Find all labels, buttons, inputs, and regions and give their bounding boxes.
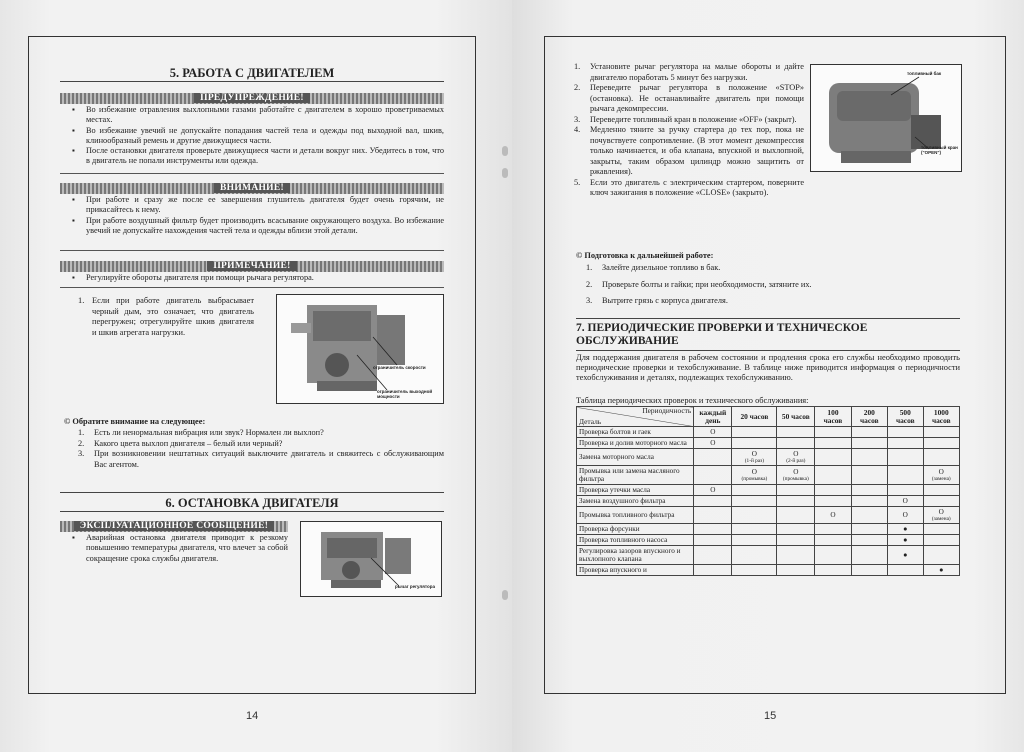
table-cell — [851, 507, 887, 524]
stop-step: 1. Установите рычаг регулятора на малые обороты и дайте двигателю поработать 5 минут без нагрузки. — [574, 62, 804, 82]
photo1-caption-speed-limiter: ограничитель скорости — [373, 365, 426, 370]
table-cell — [851, 496, 887, 507]
table-part-cell: Замена воздушного фильтра — [577, 496, 694, 507]
table-cell: O — [887, 507, 923, 524]
table-cell — [851, 546, 887, 565]
table-corner-bottom: Деталь — [579, 417, 602, 426]
binding-hole — [502, 146, 508, 156]
operational-message-item: ▪ Аварийная остановка двигателя приводит к резкому повышению температуры двигателя, что влечет за собой сокращение срока службы двигателя. — [60, 533, 288, 564]
table-column-header: 20 часов — [732, 407, 777, 427]
table-cell — [887, 438, 923, 449]
step1-number: 1. — [78, 296, 85, 305]
table-cell — [694, 466, 732, 485]
binding-hole — [502, 168, 508, 178]
table-row — [577, 466, 960, 485]
section7-title-line1: 7. ПЕРИОДИЧЕСКИЕ ПРОВЕРКИ И ТЕХНИЧЕСКОЕ — [576, 322, 868, 334]
table-cell — [815, 524, 851, 535]
table-mark-note: (промывка) — [741, 476, 768, 482]
prep-item: 1. Залейте дизельное топливо в бак. — [586, 263, 721, 272]
notice-item: 3. При возникновении нештатных ситуаций выключите двигатель и свяжитесь с обслуживающим Вас агентом. — [78, 449, 444, 469]
table-part-cell: Проверка и долив моторного масла — [577, 438, 694, 449]
table-cell — [777, 507, 815, 524]
table-row — [577, 535, 960, 546]
photo2-caption-governor-lever: рычаг регулятора — [395, 584, 436, 589]
table-cell — [923, 427, 959, 438]
table-cell — [887, 466, 923, 485]
table-cell — [777, 427, 815, 438]
table-part-cell: Проверка утечки масла — [577, 485, 694, 496]
engine-photo-3 — [810, 64, 962, 172]
notice-item: 1. Есть ли ненормальная вибрация или звук? Нормален ли выхлоп? — [78, 428, 324, 437]
table-cell: ● — [887, 524, 923, 535]
table-cell — [923, 449, 959, 466]
warning-item: ▪ Во избежание отравления выхлопными газами работайте с двигателем в хорошо проветриваемых местах. — [60, 105, 444, 126]
table-mark-note: (замена) — [931, 476, 951, 482]
table-cell — [777, 449, 815, 466]
section7-title-line2: ОБСЛУЖИВАНИЕ — [576, 335, 679, 347]
table-cell — [732, 546, 777, 565]
table-cell: O — [694, 427, 732, 438]
table-mark: O — [751, 468, 757, 476]
table-cell — [732, 466, 777, 485]
table-cell — [923, 438, 959, 449]
table-column-header: 100 часов — [815, 407, 851, 427]
section7-title — [576, 322, 960, 348]
section7-intro: Для поддержания двигателя в рабочем состоянии и продления срока его службы необходимо проводить периодические проверки и техобслуживание. В таблице ниже приводится информация о периодичности техобслуживания и деталях, подлежащих техобслуживанию. — [576, 353, 960, 383]
note-label: ПРИМЕЧАНИЕ! — [207, 261, 296, 271]
table-row — [577, 485, 960, 496]
table-part-cell: Проверка форсунки — [577, 524, 694, 535]
table-cell — [732, 449, 777, 466]
prep-list — [580, 263, 960, 307]
table-cell — [777, 565, 815, 576]
table-cell — [777, 496, 815, 507]
table-corner-cell — [577, 407, 694, 427]
operational-message-banner — [60, 521, 288, 532]
table-mark: O — [793, 450, 799, 458]
table-mark: O — [938, 508, 944, 516]
table-row — [577, 427, 960, 438]
table-cell: O — [694, 485, 732, 496]
table-cell — [923, 466, 959, 485]
table-cell: ● — [887, 535, 923, 546]
attention-banner — [60, 183, 444, 194]
table-cell — [887, 565, 923, 576]
table-cell: O — [887, 496, 923, 507]
table-cell — [732, 507, 777, 524]
attention-box — [60, 195, 444, 251]
table-column-header: 500 часов — [887, 407, 923, 427]
right-page — [512, 0, 1024, 752]
notice-item: 2. Какого цвета выхлоп двигателя – белый или черный? — [78, 438, 283, 448]
engine-photo-1 — [276, 294, 444, 404]
table-cell — [851, 485, 887, 496]
page-number-left: 14 — [246, 710, 259, 722]
table-part-cell: Проверка впускного и — [577, 565, 694, 576]
table-mark-note: (замена) — [931, 516, 951, 522]
table-cell — [694, 565, 732, 576]
table-part-cell: Проверка болтов и гаек — [577, 427, 694, 438]
engine-illustration — [277, 295, 443, 403]
table-row — [577, 565, 960, 576]
table-cell — [732, 438, 777, 449]
table-header-row — [577, 407, 960, 427]
table-part-cell: Промывка топливного фильтра — [577, 507, 694, 524]
table-cell: O — [694, 438, 732, 449]
prep-item: 2. Проверьте болты и гайки; при необходимости, затяните их. — [586, 279, 812, 289]
table-cell — [887, 427, 923, 438]
table-cell — [923, 507, 959, 524]
table-part-cell: Промывка или замена масляного фильтра — [577, 466, 694, 485]
binding-hole — [502, 590, 508, 600]
attention-item: ▪ При работе воздушный фильтр будет производить всасывание окружающего воздуха. Во избежание увечий не допускайте нахождения частей тела и одежды вблизи этой детали. — [60, 216, 444, 237]
stop-step: 3. Переведите топливный кран в положение «OFF» (закрыт). — [574, 114, 797, 124]
table-cell — [732, 496, 777, 507]
table-cell — [777, 524, 815, 535]
operational-message-label: ЭКСПЛУАТАЦИОННОЕ СООБЩЕНИЕ! — [74, 521, 274, 531]
section6-top-rule — [60, 492, 444, 493]
note-item: ▪ Регулируйте обороты двигателя при помощи рычага регулятора. — [60, 273, 444, 283]
stop-step: 2. Переведите рычаг регулятора в положение «STOP» (остановка). Не останавливайте двигатель при помощи рычага декомпрессии. — [574, 83, 804, 113]
table-cell — [851, 449, 887, 466]
fuel-tank-illustration — [811, 65, 961, 171]
photo3-caption-fuel-valve: топливный кран ("OPEN") — [921, 145, 958, 155]
warning-item: ▪ После остановки двигателя проверьте движущиеся части и детали вокруг них. Убедитесь в том, что в двигатель не попали инструменты или одежда. — [60, 146, 444, 167]
table-cell — [732, 524, 777, 535]
table-cell — [887, 485, 923, 496]
table-row — [577, 524, 960, 535]
table-cell — [777, 485, 815, 496]
step1-text: Если при работе двигатель выбрасывает черный дым, это означает, что двигатель перегружен; отрегулируйте шкив двигателя и шкив агрегата нагрузки. — [92, 296, 254, 337]
table-cell — [732, 427, 777, 438]
table-mark-note: (2-й раз) — [786, 458, 806, 464]
attention-item: ▪ При работе и сразу же после ее завершения глушитель двигателя будет очень горячим, не прикасайтесь к нему. — [60, 195, 444, 216]
section7-top-rule — [576, 318, 960, 319]
prep-heading: © Подготовка к дальнейшей работе: — [576, 251, 714, 260]
table-row — [577, 449, 960, 466]
section6-title: 6. ОСТАНОВКА ДВИГАТЕЛЯ — [165, 496, 339, 510]
table-cell — [815, 466, 851, 485]
table-cell: ● — [887, 546, 923, 565]
table-cell — [851, 466, 887, 485]
table-cell — [694, 535, 732, 546]
stop-step: 4. Медленно тяните за ручку стартера до тех пор, пока не почувствуете сопротивление. (В этот момент декомпрессия только начинается, и оба клапана, впускной и выхлопной, закрыты, таким образом цилиндр можно защитить от ржавления). — [574, 125, 804, 176]
table-caption: Таблица периодических проверок и технического обслуживания: — [576, 396, 809, 405]
note-box — [60, 273, 444, 288]
warning-item: ▪ Во избежание увечий не допускайте попадания частей тела и одежды под выходной вал, шкив, клинообразный ремень и другие движущиеся части. — [60, 126, 444, 147]
notice-heading: © Обратите внимание на следующее: — [64, 417, 206, 426]
table-cell — [851, 438, 887, 449]
table-part-cell: Регулировка зазоров впускного и выхлопного клапана — [577, 546, 694, 565]
table-cell — [815, 535, 851, 546]
warning-box — [60, 105, 444, 174]
table-cell — [851, 524, 887, 535]
table-cell — [694, 449, 732, 466]
table-cell — [815, 427, 851, 438]
table-cell — [815, 438, 851, 449]
table-cell — [815, 449, 851, 466]
prep-item: 3. Вытрите грязь с корпуса двигателя. — [586, 296, 728, 305]
maintenance-table — [576, 406, 960, 576]
table-column-header: каждый день — [694, 407, 732, 427]
table-cell — [815, 485, 851, 496]
table-cell — [851, 565, 887, 576]
table-column-header: 50 часов — [777, 407, 815, 427]
table-row — [577, 507, 960, 524]
table-cell — [694, 496, 732, 507]
table-cell — [732, 565, 777, 576]
engine-photo-2 — [300, 521, 442, 597]
table-part-cell: Проверка топливного насоса — [577, 535, 694, 546]
stop-step: 5. Если это двигатель с электрическим стартером, поверните ключ зажигания в положение «CLOSE» (закрыто). — [574, 177, 804, 197]
photo1-caption-power-limiter: ограничитель выходной мощности — [377, 389, 433, 399]
table-row — [577, 496, 960, 507]
table-cell — [694, 507, 732, 524]
table-cell — [851, 535, 887, 546]
section5-title: 5. РАБОТА С ДВИГАТЕЛЕМ — [169, 66, 335, 80]
table-column-header: 1000 часов — [923, 407, 959, 427]
section7-rule — [576, 350, 960, 351]
table-cell — [777, 466, 815, 485]
table-cell — [923, 496, 959, 507]
table-row — [577, 438, 960, 449]
notice-list — [72, 428, 444, 470]
table-row — [577, 546, 960, 565]
section5-rule — [60, 81, 444, 82]
page-number-right: 15 — [764, 710, 777, 722]
table-cell — [777, 535, 815, 546]
operational-message-box — [60, 533, 288, 564]
warning-banner — [60, 93, 444, 104]
table-cell — [732, 535, 777, 546]
table-cell — [777, 546, 815, 565]
table-cell — [851, 427, 887, 438]
table-column-header: 200 часов — [851, 407, 887, 427]
table-mark-note: (промывка) — [782, 476, 809, 482]
section6-rule — [60, 511, 444, 512]
table-corner-top: Периодичность — [642, 406, 692, 415]
table-mark: O — [793, 468, 799, 476]
photo3-caption-fuel-tank: топливный бак — [907, 71, 942, 76]
table-cell — [923, 485, 959, 496]
table-cell — [887, 449, 923, 466]
table-mark: O — [751, 450, 757, 458]
table-cell — [815, 496, 851, 507]
table-cell — [732, 485, 777, 496]
table-cell — [815, 565, 851, 576]
table-mark-note: (1-й раз) — [744, 458, 764, 464]
table-cell — [777, 438, 815, 449]
attention-label: ВНИМАНИЕ! — [214, 183, 290, 193]
table-cell: ● — [923, 565, 959, 576]
warning-label: ПРЕДУПРЕЖДЕНИЕ! — [194, 93, 310, 103]
table-cell — [923, 535, 959, 546]
table-cell — [923, 524, 959, 535]
table-cell — [694, 546, 732, 565]
table-cell — [694, 524, 732, 535]
table-cell — [923, 546, 959, 565]
table-cell: O — [815, 507, 851, 524]
note-banner — [60, 261, 444, 272]
stop-steps-list — [568, 62, 804, 199]
table-part-cell: Замена моторного масла — [577, 449, 694, 466]
table-mark: O — [938, 468, 944, 476]
table-cell — [815, 546, 851, 565]
